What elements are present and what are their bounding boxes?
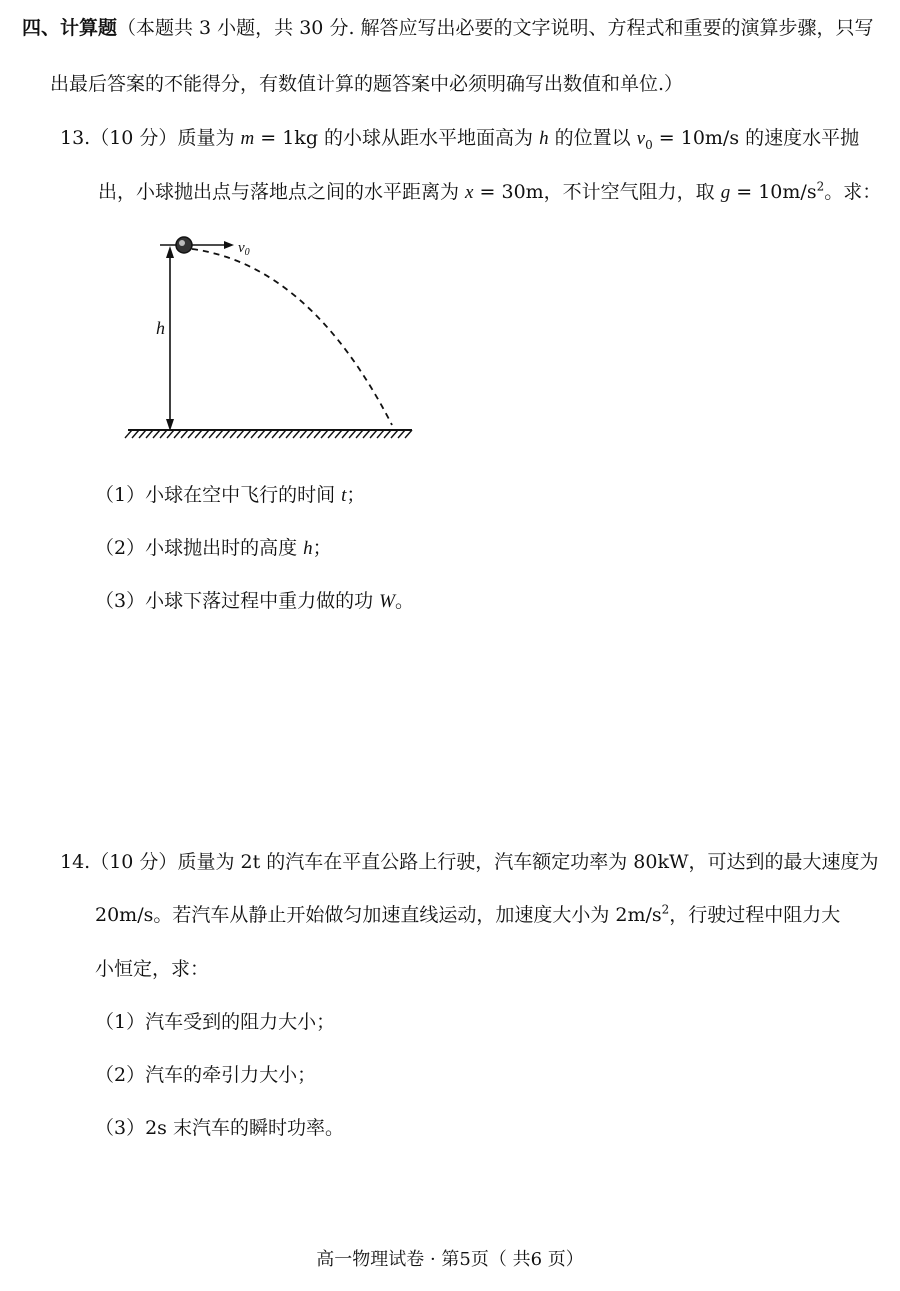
q14-score: （10 分）	[90, 851, 178, 873]
hatch-mark	[153, 430, 160, 438]
velocity-label: $v_0$	[238, 240, 250, 258]
hatch-mark	[328, 430, 335, 438]
hatch-mark	[335, 430, 342, 438]
ball-highlight	[179, 240, 185, 246]
q13-sub2-text: ；	[312, 537, 332, 559]
q13-line1	[60, 126, 859, 151]
hatch-mark	[230, 430, 237, 438]
q13-sub1-text: （1）小球在空中飞行的时间	[95, 484, 342, 506]
q14-superscript: 2	[661, 902, 670, 917]
q13-line2	[98, 180, 881, 205]
hatch-mark	[321, 430, 328, 438]
q13-text: 的位置以	[548, 127, 637, 149]
q14-line3	[95, 957, 209, 981]
hatch-mark	[237, 430, 244, 438]
q13-mass-symbol: m	[240, 128, 255, 149]
hatch-mark	[195, 430, 202, 438]
q13-number: 13.	[60, 127, 91, 149]
q13-text: = 30m，不计空气阻力，取	[473, 181, 721, 203]
hatch-mark	[384, 430, 391, 438]
q13-score: （10 分）	[90, 127, 178, 149]
q14-sub1-text: （1）汽车受到的阻力大小；	[95, 1011, 336, 1033]
q13-text: = 10m/s	[730, 181, 817, 203]
hatch-mark	[139, 430, 146, 438]
q13-distance-symbol: x	[465, 182, 474, 203]
hatch-mark	[398, 430, 405, 438]
q13-velocity-symbol: v	[636, 128, 646, 149]
hatch-mark	[167, 430, 174, 438]
hatch-mark	[125, 430, 132, 438]
q14-number: 14.	[60, 851, 91, 873]
q14-line1	[60, 850, 879, 874]
q13-sub1-symbol: t	[341, 485, 347, 506]
q13-sub2-symbol: h	[303, 538, 313, 559]
hatch-mark	[174, 430, 181, 438]
hatch-mark	[349, 430, 356, 438]
hatch-mark	[286, 430, 293, 438]
q13-text: = 1kg 的小球从距水平地面高为	[254, 127, 540, 149]
q14-text: 质量为 2t 的汽车在平直公路上行驶，汽车额定功率为 80kW，可达到的最大速度为	[177, 851, 879, 873]
q14-sub2	[95, 1063, 316, 1087]
hatch-mark	[181, 430, 188, 438]
section-intro-1: （本题共 3 小题，共 30 分. 解答应写出必要的文字说明、方程式和重要的演算步骤，只写	[117, 17, 874, 39]
hatch-mark	[300, 430, 307, 438]
hatch-mark	[391, 430, 398, 438]
q13-sub2	[95, 536, 332, 561]
section-intro-2: 出最后答案的不能得分，有数值计算的题答案中必须明确写出数值和单位.）	[50, 73, 684, 95]
q13-sub3-symbol: W	[379, 591, 395, 612]
q13-gravity-symbol: g	[720, 182, 731, 203]
hatch-mark	[244, 430, 251, 438]
section-header-line1	[22, 16, 874, 40]
q13-text: 质量为	[177, 127, 241, 149]
q14-sub1	[95, 1010, 335, 1034]
ground-hatching	[125, 430, 412, 438]
q14-text: ，行驶过程中阻力大	[669, 904, 841, 926]
hatch-mark	[363, 430, 370, 438]
q14-text: 20m/s。若汽车从静止开始做匀加速直线运动，加速度大小为 2m/s	[95, 904, 662, 926]
q14-line2	[95, 903, 840, 927]
hatch-mark	[272, 430, 279, 438]
trajectory-curve	[192, 249, 392, 425]
q13-sub3	[95, 589, 414, 614]
hatch-mark	[293, 430, 300, 438]
hatch-mark	[188, 430, 195, 438]
q13-velocity-subscript: 0	[645, 137, 653, 152]
hatch-mark	[146, 430, 153, 438]
hatch-mark	[251, 430, 258, 438]
section-header-line2	[50, 72, 683, 96]
hatch-mark	[314, 430, 321, 438]
q14-sub3	[95, 1116, 344, 1140]
hatch-mark	[223, 430, 230, 438]
hatch-mark	[265, 430, 272, 438]
hatch-mark	[342, 430, 349, 438]
hatch-mark	[405, 430, 412, 438]
q13-superscript: 2	[816, 179, 825, 194]
q13-height-symbol: h	[539, 128, 549, 149]
hatch-mark	[279, 430, 286, 438]
velocity-arrowhead	[224, 241, 234, 249]
hatch-mark	[377, 430, 384, 438]
hatch-mark	[356, 430, 363, 438]
q13-text: 。求：	[824, 181, 882, 203]
q13-text: 出，小球抛出点与落地点之间的水平距离为	[98, 181, 466, 203]
hatch-mark	[258, 430, 265, 438]
hatch-mark	[307, 430, 314, 438]
hatch-mark	[216, 430, 223, 438]
q13-sub1-text: ；	[346, 484, 366, 506]
q13-sub1	[95, 483, 365, 508]
q14-text: 小恒定，求：	[95, 958, 210, 980]
page-footer: 高一物理试卷 · 第5页（ 共6 页）	[316, 1249, 584, 1270]
hatch-mark	[202, 430, 209, 438]
hatch-mark	[209, 430, 216, 438]
projectile-diagram	[120, 230, 420, 445]
section-title: 四、计算题	[22, 17, 118, 39]
height-label: h	[156, 318, 165, 338]
q14-sub3-text: （3）2s 末汽车的瞬时功率。	[95, 1117, 344, 1139]
q13-sub2-text: （2）小球抛出时的高度	[95, 537, 304, 559]
q14-sub2-text: （2）汽车的牵引力大小；	[95, 1064, 317, 1086]
hatch-mark	[370, 430, 377, 438]
q13-sub3-text: 。	[394, 590, 414, 612]
q13-sub3-text: （3）小球下落过程中重力做的功	[95, 590, 380, 612]
hatch-mark	[132, 430, 139, 438]
q13-text: = 10m/s 的速度水平抛	[652, 127, 860, 149]
height-arrowhead-up	[166, 246, 174, 258]
hatch-mark	[160, 430, 167, 438]
